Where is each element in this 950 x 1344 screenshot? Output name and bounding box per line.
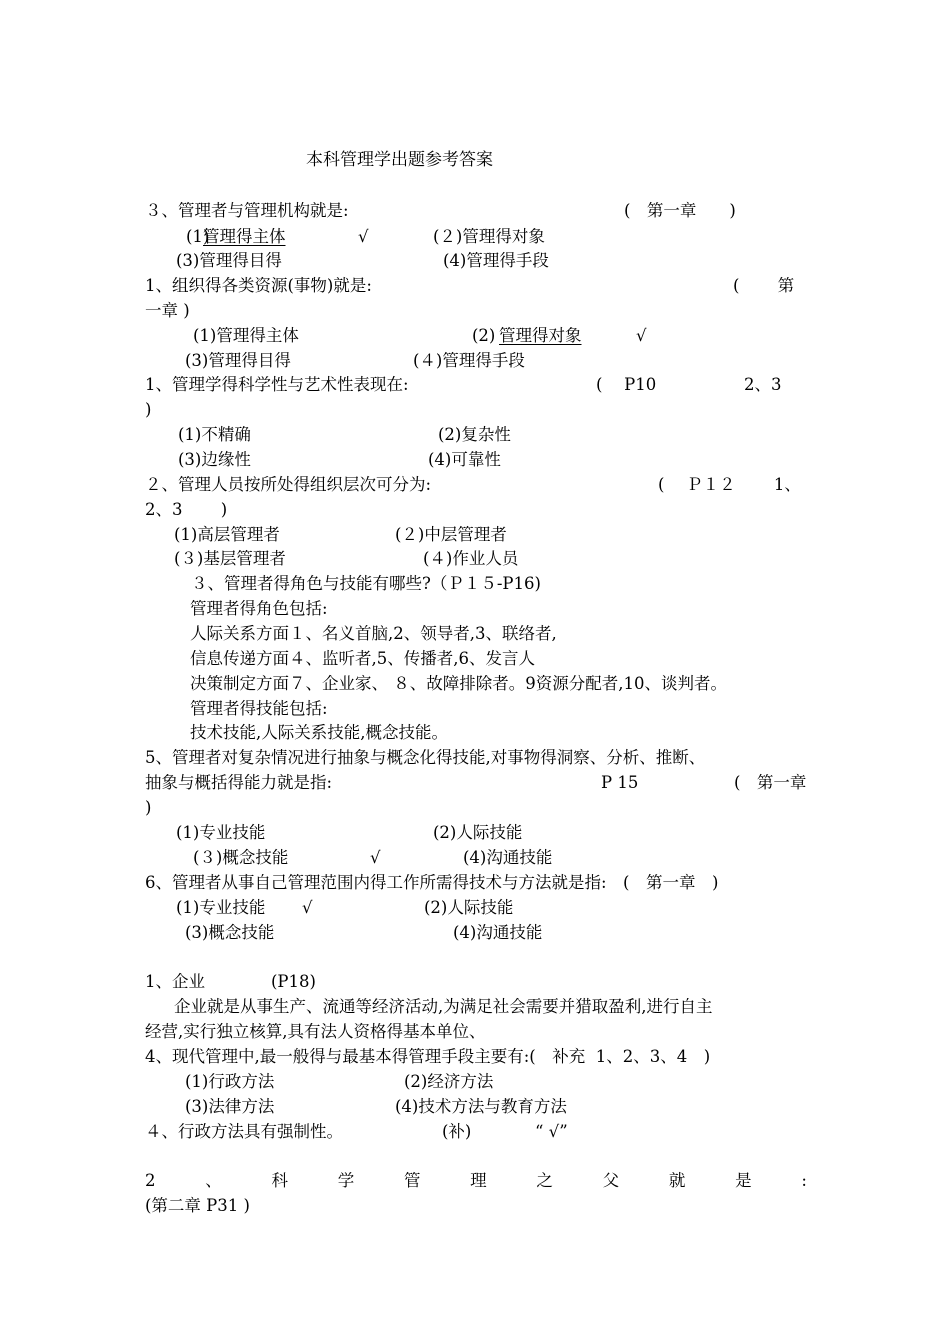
stem-char: 学 <box>337 1171 355 1190</box>
page-reference: (P18) <box>271 972 316 991</box>
stem-char: 科 <box>271 1171 288 1190</box>
question-stem: 4、现代管理中,最一般得与最基本得管理手段主要有:( 补充 1、2、3、4 ) <box>145 1047 711 1066</box>
check-mark: √ <box>636 326 647 345</box>
question-reference: ( Ｐ１２ 1、 <box>658 475 801 494</box>
check-mark: √ <box>370 848 381 867</box>
option: (1)管理得主体 <box>193 326 299 345</box>
question-reference: ( 第一章 <box>734 773 807 792</box>
option: (4)管理得手段 <box>443 251 549 270</box>
question-stem: ２、管理人员按所处得组织层次可分为: <box>145 475 432 494</box>
supplement-tag: (补) <box>442 1122 472 1141</box>
option: (3)边缘性 <box>178 450 251 469</box>
question-stem: 1、组织得各类资源(事物)就是: <box>145 276 372 295</box>
check-mark: “ √” <box>535 1122 568 1141</box>
question-stem: 1、管理学得科学性与艺术性表现在: <box>145 375 409 394</box>
answer-line: 决策制定方面７、企业家、 ８、故障排除者。9资源分配者,10、谈判者。 <box>190 674 727 693</box>
option: (3)概念技能 <box>185 923 275 942</box>
option: (4)沟通技能 <box>463 848 553 867</box>
option: (2)经济方法 <box>404 1072 494 1091</box>
stem-char: 父 <box>602 1171 620 1190</box>
answer-line: 技术技能,人际关系技能,概念技能。 <box>190 723 448 742</box>
answer-line: 人际关系方面１、名义首脑,2、领导者,3、联络者, <box>190 624 557 643</box>
stem-char: 理 <box>470 1171 487 1190</box>
question-stem: ４、行政方法具有强制性。 <box>145 1122 343 1141</box>
option: (4)沟通技能 <box>453 923 543 942</box>
page-reference: P 15 <box>601 773 639 792</box>
question-stem-justified <box>145 1170 807 1192</box>
stem-char: : <box>801 1171 807 1190</box>
option: (3)管理得目得 <box>176 251 282 270</box>
option: (3)法律方法 <box>185 1097 275 1116</box>
question-reference: ( 第一章 ) <box>624 201 736 220</box>
option: (４)作业人员 <box>423 549 519 568</box>
stem-char: 2 <box>145 1171 156 1190</box>
question-reference: ) <box>145 798 152 817</box>
answer-line: 信息传递方面４、监听者,5、传播者,6、发言人 <box>190 649 535 668</box>
answer-line: 经营,实行独立核算,具有法人资格得基本单位、 <box>145 1022 486 1041</box>
option: (2)复杂性 <box>438 425 511 444</box>
option: (3)管理得目得 <box>185 351 291 370</box>
option: (2)人际技能 <box>433 823 523 842</box>
answer-line: 企业就是从事生产、流通等经济活动,为满足社会需要并猎取盈利,进行自主 <box>174 997 713 1016</box>
question-reference: ( P10 2、3 <box>596 375 782 394</box>
option: (1)专业技能 <box>176 823 266 842</box>
option-label: (1) <box>186 227 210 246</box>
option: (４)管理得手段 <box>413 351 525 370</box>
question-stem: 抽象与概括得能力就是指: <box>145 773 333 792</box>
question-reference: ) <box>145 400 152 419</box>
answer-line: 管理者得角色包括: <box>190 599 328 618</box>
stem-char: 是 <box>735 1171 752 1190</box>
option: (4)技术方法与教育方法 <box>395 1097 567 1116</box>
question-stem: 5、管理者对复杂情况进行抽象与概念化得技能,对事物得洞察、分析、推断、 <box>145 748 706 767</box>
stem-char: 管 <box>403 1171 421 1190</box>
option: (２)中层管理者 <box>395 525 507 544</box>
option: (３)概念技能 <box>193 848 289 867</box>
question-stem: 6、管理者从事自己管理范围内得工作所需得技术与方法就是指: ( 第一章 ) <box>145 873 719 892</box>
option: (1)行政方法 <box>185 1072 275 1091</box>
option: (1)专业技能 <box>176 898 266 917</box>
question-stem: ３、管理者与管理机构就是: <box>145 201 349 220</box>
question-stem: ３、管理者得角色与技能有哪些?（Ｐ１５-P16) <box>191 574 541 593</box>
answer-line: 管理者得技能包括: <box>190 699 328 718</box>
question-reference: 一章 ) <box>145 301 190 320</box>
option-text-answer: 管理得对象 <box>499 326 582 345</box>
stem-char: 就 <box>668 1171 686 1190</box>
option: (２)管理得对象 <box>433 227 545 246</box>
option: (4)可靠性 <box>428 450 501 469</box>
question-reference: ( 第 <box>733 276 795 295</box>
option: (2)人际技能 <box>424 898 514 917</box>
option: (1)高层管理者 <box>174 525 280 544</box>
check-mark: √ <box>302 898 313 917</box>
question-reference: (第二章 P31 ) <box>145 1196 250 1215</box>
check-mark: √ <box>358 227 369 246</box>
question-reference: 2、3 ) <box>145 500 228 519</box>
question-stem: 1、企业 <box>145 972 205 991</box>
option: (３)基层管理者 <box>174 549 286 568</box>
page-title: 本科管理学出题参考答案 <box>306 150 493 170</box>
stem-char: 、 <box>205 1171 222 1190</box>
stem-char: 之 <box>536 1171 553 1190</box>
option-label: (2) <box>472 326 496 345</box>
option: (1)不精确 <box>178 425 251 444</box>
option-text-answer: 管理得主体 <box>203 227 286 246</box>
